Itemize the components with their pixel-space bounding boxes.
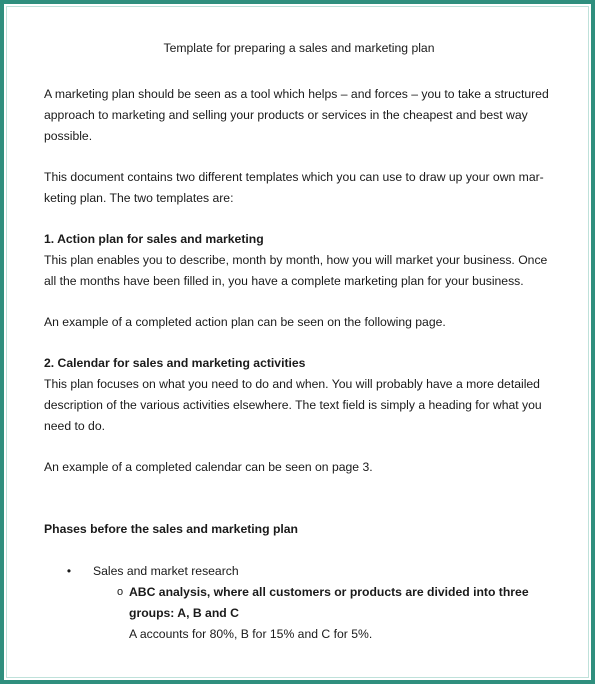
templates-intro-paragraph: This document contains two different templates which you can use to draw up your own mar-keting plan. The two templates are: bbox=[44, 170, 544, 205]
section2-heading: 2. Calendar for sales and marketing activities bbox=[44, 356, 306, 370]
section1-example: An example of a completed action plan can be seen on the following page. bbox=[44, 315, 446, 329]
bullet-icon: • bbox=[66, 564, 72, 578]
document-title: Template for preparing a sales and marketing plan bbox=[163, 41, 435, 55]
section1-body: This plan enables you to describe, month by month, how you will market your business. Once all the months have been filled in, you have a complete marketing plan for your business. bbox=[44, 253, 548, 288]
section1-heading: 1. Action plan for sales and marketing bbox=[44, 232, 264, 246]
circle-bullet-icon: o bbox=[117, 586, 124, 598]
phases-heading: Phases before the sales and marketing plan bbox=[44, 522, 298, 536]
intro-paragraph: A marketing plan should be seen as a tool which helps – and forces – you to take a structured approach to marketing and selling your products or services in the cheapest and best way possible. bbox=[44, 87, 549, 143]
section2-example: An example of a completed calendar can be seen on page 3. bbox=[44, 460, 373, 474]
section2-body: This plan focuses on what you need to do and when. You will probably have a more detailed description of the various activities elsewhere. The text field is simply a heading for what you need to do. bbox=[44, 377, 542, 433]
sub-item-note: A accounts for 80%, B for 15% and C for 5%. bbox=[129, 627, 373, 641]
bullet-label: Sales and market research bbox=[93, 564, 239, 578]
sub-item-label: ABC analysis, where all customers or products are divided into three groups: A, B and C bbox=[129, 585, 529, 620]
